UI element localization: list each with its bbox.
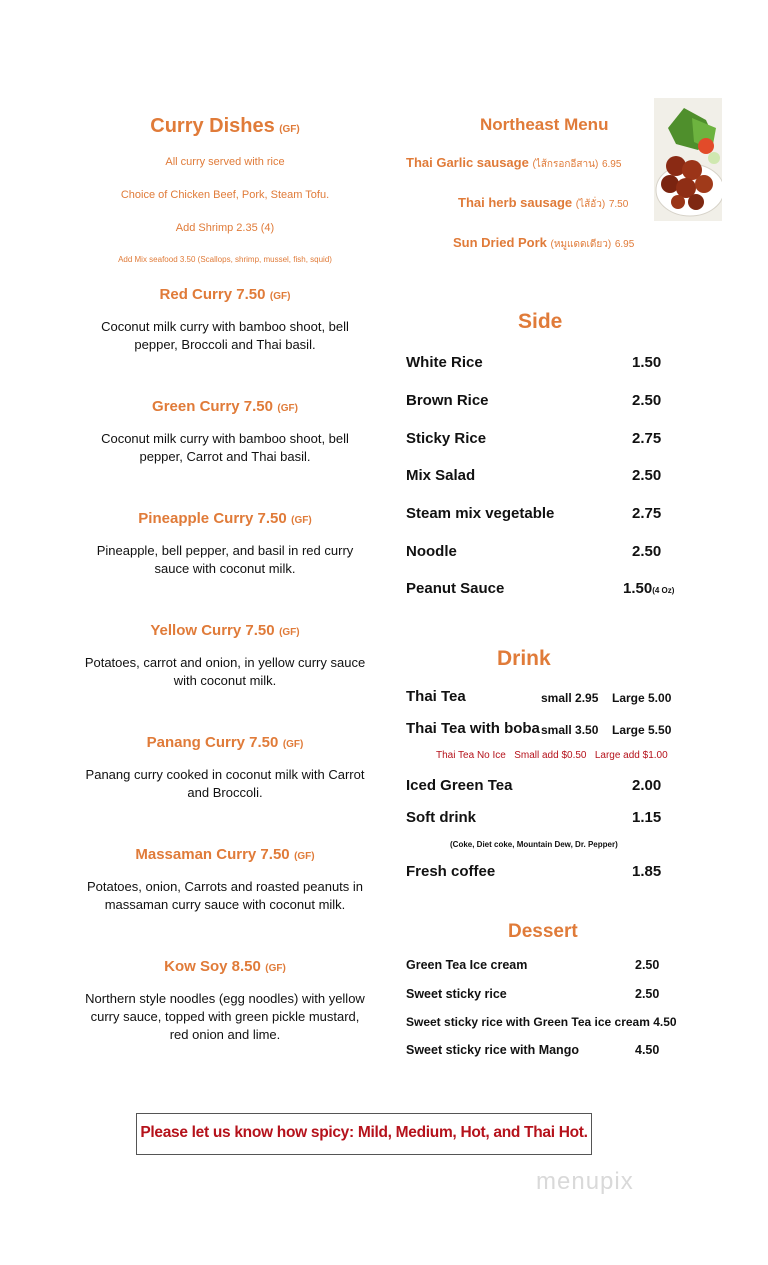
curry-item-gf: (GF): [277, 403, 298, 414]
curry-item-desc: pepper, Broccoli and Thai basil.: [134, 337, 316, 352]
sausage-dish-photo: [654, 98, 722, 221]
drink-large-price: Large 5.00: [612, 691, 672, 705]
northeast-item: [458, 195, 628, 212]
drink-name: Soft drink: [406, 809, 476, 826]
side-row-price: 1.50: [623, 580, 653, 597]
curry-item: [70, 958, 380, 1044]
dessert-row: [406, 987, 666, 1001]
curry-item: [70, 846, 380, 914]
curry-item-name: Red Curry 7.50: [159, 286, 266, 303]
curry-item-desc: Panang curry cooked in coconut milk with Carrot: [85, 767, 365, 782]
northeast-item-price: 6.95: [614, 239, 635, 250]
side-row: [406, 543, 676, 560]
dessert-name: Sweet sticky rice: [406, 987, 507, 1001]
curry-item-name: Massaman Curry 7.50: [135, 846, 290, 863]
side-title: Side: [518, 310, 563, 333]
dessert-price: 2.50: [635, 987, 660, 1001]
side-row-name: Steam mix vegetable: [406, 505, 555, 522]
northeast-item-name: Thai herb sausage: [458, 195, 573, 210]
drink-price: 1.85: [632, 863, 662, 880]
curry-item: [70, 622, 380, 690]
side-row: [406, 392, 676, 409]
side-row-name: Noodle: [406, 543, 457, 560]
curry-item-gf: (GF): [265, 963, 286, 974]
dessert-name: Sweet sticky rice with Mango: [406, 1043, 579, 1057]
side-row-name: Peanut Sauce: [406, 580, 505, 597]
drink-name: Iced Green Tea: [406, 777, 513, 794]
no-ice-large: Large add $1.00: [594, 750, 668, 761]
curry-item-name: Panang Curry 7.50: [146, 734, 279, 751]
dessert-row: [406, 1015, 677, 1029]
side-row-price: 2.50: [632, 392, 662, 409]
side-row: [406, 430, 676, 447]
curry-item-desc: curry sauce, topped with green pickle mustard,: [90, 1009, 360, 1024]
curry-item-desc: with coconut milk.: [173, 673, 277, 688]
northeast-item: [453, 235, 634, 252]
drink-row-iced-green-tea: [406, 777, 676, 794]
no-ice-label: Thai Tea No Ice: [436, 750, 506, 761]
curry-item-gf: (GF): [269, 291, 291, 302]
curry-item-desc: massaman curry sauce with coconut milk.: [104, 897, 346, 912]
curry-item-name: Green Curry 7.50: [152, 398, 273, 415]
curry-item-gf: (GF): [291, 515, 312, 526]
curry-item-desc: Northern style noodles (egg noodles) with yellow: [85, 991, 365, 1006]
drink-large-price: Large 5.50: [612, 723, 672, 737]
curry-item-desc: Potatoes, carrot and onion, in yellow curry sauce: [84, 655, 366, 670]
side-row-price: 2.75: [632, 505, 662, 522]
curry-item-desc: pepper, Carrot and Thai basil.: [139, 449, 311, 464]
dessert-row: [406, 958, 666, 972]
curry-item: [70, 398, 380, 466]
side-row-note: (4 Oz): [652, 586, 675, 595]
northeast-item-name: Sun Dried Pork: [453, 235, 547, 250]
side-row-price: 2.75: [632, 430, 662, 447]
drink-name: Fresh coffee: [406, 863, 496, 880]
drink-row-soft-drink: [406, 809, 676, 826]
side-row-price: 1.50: [632, 354, 662, 371]
curry-item-desc: sauce with coconut milk.: [154, 561, 296, 576]
curry-item-name: Yellow Curry 7.50: [150, 622, 275, 639]
curry-item-name: Pineapple Curry 7.50: [138, 510, 287, 527]
spicy-notice-text: Please let us know how spicy: Mild, Medium, Hot, and Thai Hot.: [140, 1124, 588, 1141]
drink-name: Thai Tea: [406, 688, 466, 705]
drink-small-price: small 3.50: [541, 723, 599, 737]
soft-drink-note: (Coke, Diet coke, Mountain Dew, Dr. Pepper): [450, 840, 618, 849]
curry-item-desc: Coconut milk curry with bamboo shoot, bell: [101, 431, 349, 446]
curry-title: [90, 115, 360, 138]
drink-title: Drink: [497, 647, 551, 670]
curry-item-desc: Pineapple, bell pepper, and basil in red curry: [96, 543, 354, 558]
side-row-name: White Rice: [406, 354, 483, 371]
curry-note-shrimp: Add Shrimp 2.35 (4): [175, 222, 275, 234]
menupix-watermark: menupix: [536, 1168, 634, 1195]
curry-item-desc: Coconut milk curry with bamboo shoot, bell: [101, 319, 349, 334]
side-row: [406, 354, 676, 371]
dessert-title: Dessert: [508, 921, 578, 942]
curry-item-gf: (GF): [294, 851, 315, 862]
dessert-row: [406, 1043, 666, 1057]
side-row-price: 2.50: [632, 543, 662, 560]
dessert-price: 4.50: [635, 1043, 660, 1057]
curry-item-gf: (GF): [282, 739, 304, 750]
drink-price: 1.15: [632, 809, 662, 826]
curry-title-text: Curry Dishes: [150, 115, 275, 137]
side-row: [406, 467, 676, 484]
side-row-name: Brown Rice: [406, 392, 489, 409]
curry-note-protein: Choice of Chicken Beef, Pork, Steam Tofu.: [120, 189, 330, 201]
spicy-notice-box: [136, 1113, 592, 1155]
curry-note-rice: All curry served with rice: [165, 156, 285, 168]
northeast-item-thai: (ไส้อั่ว): [575, 199, 606, 210]
drink-small-price: small 2.95: [541, 691, 599, 705]
northeast-item-price: 6.95: [601, 159, 622, 170]
curry-item: [70, 734, 380, 802]
dessert-name: Green Tea Ice cream: [406, 958, 528, 972]
drink-price: 2.00: [632, 777, 662, 794]
curry-item: [70, 510, 380, 578]
northeast-item-thai: (หมูแดดเดียว): [550, 239, 612, 250]
curry-item-gf: (GF): [279, 627, 300, 638]
curry-item-desc: red onion and lime.: [169, 1027, 281, 1042]
side-row-name: Sticky Rice: [406, 430, 487, 447]
side-row: [406, 505, 676, 522]
curry-item-name: Kow Soy 8.50: [164, 958, 261, 975]
dessert-name: Sweet sticky rice with Green Tea ice cream 4.50: [406, 1015, 677, 1029]
drink-name: Thai Tea with boba: [406, 720, 540, 737]
curry-note-seafood: Add Mix seafood 3.50 (Scallops, shrimp, mussel, fish, squid): [118, 255, 332, 264]
dessert-price: 2.50: [635, 958, 660, 972]
northeast-item: [406, 155, 621, 172]
drink-row-thai-tea: [406, 688, 686, 706]
northeast-item-thai: (ไส้กรอกอีสาน): [532, 159, 599, 170]
side-row: [406, 580, 676, 597]
curry-title-gf: (GF): [279, 124, 300, 135]
side-row-price: 2.50: [632, 467, 662, 484]
curry-item-desc: and Broccoli.: [187, 785, 263, 800]
northeast-item-price: 7.50: [608, 199, 629, 210]
drink-row-thai-tea-boba: [406, 720, 686, 738]
drink-row-coffee: [406, 863, 676, 880]
northeast-item-name: Thai Garlic sausage: [406, 155, 529, 170]
northeast-title: Northeast Menu: [480, 115, 609, 134]
drink-no-ice-note: [436, 750, 668, 761]
curry-item-desc: Potatoes, onion, Carrots and roasted peanuts in: [86, 879, 364, 894]
curry-item: [70, 286, 380, 354]
no-ice-small: Small add $0.50: [514, 750, 587, 761]
side-row-name: Mix Salad: [406, 467, 476, 484]
